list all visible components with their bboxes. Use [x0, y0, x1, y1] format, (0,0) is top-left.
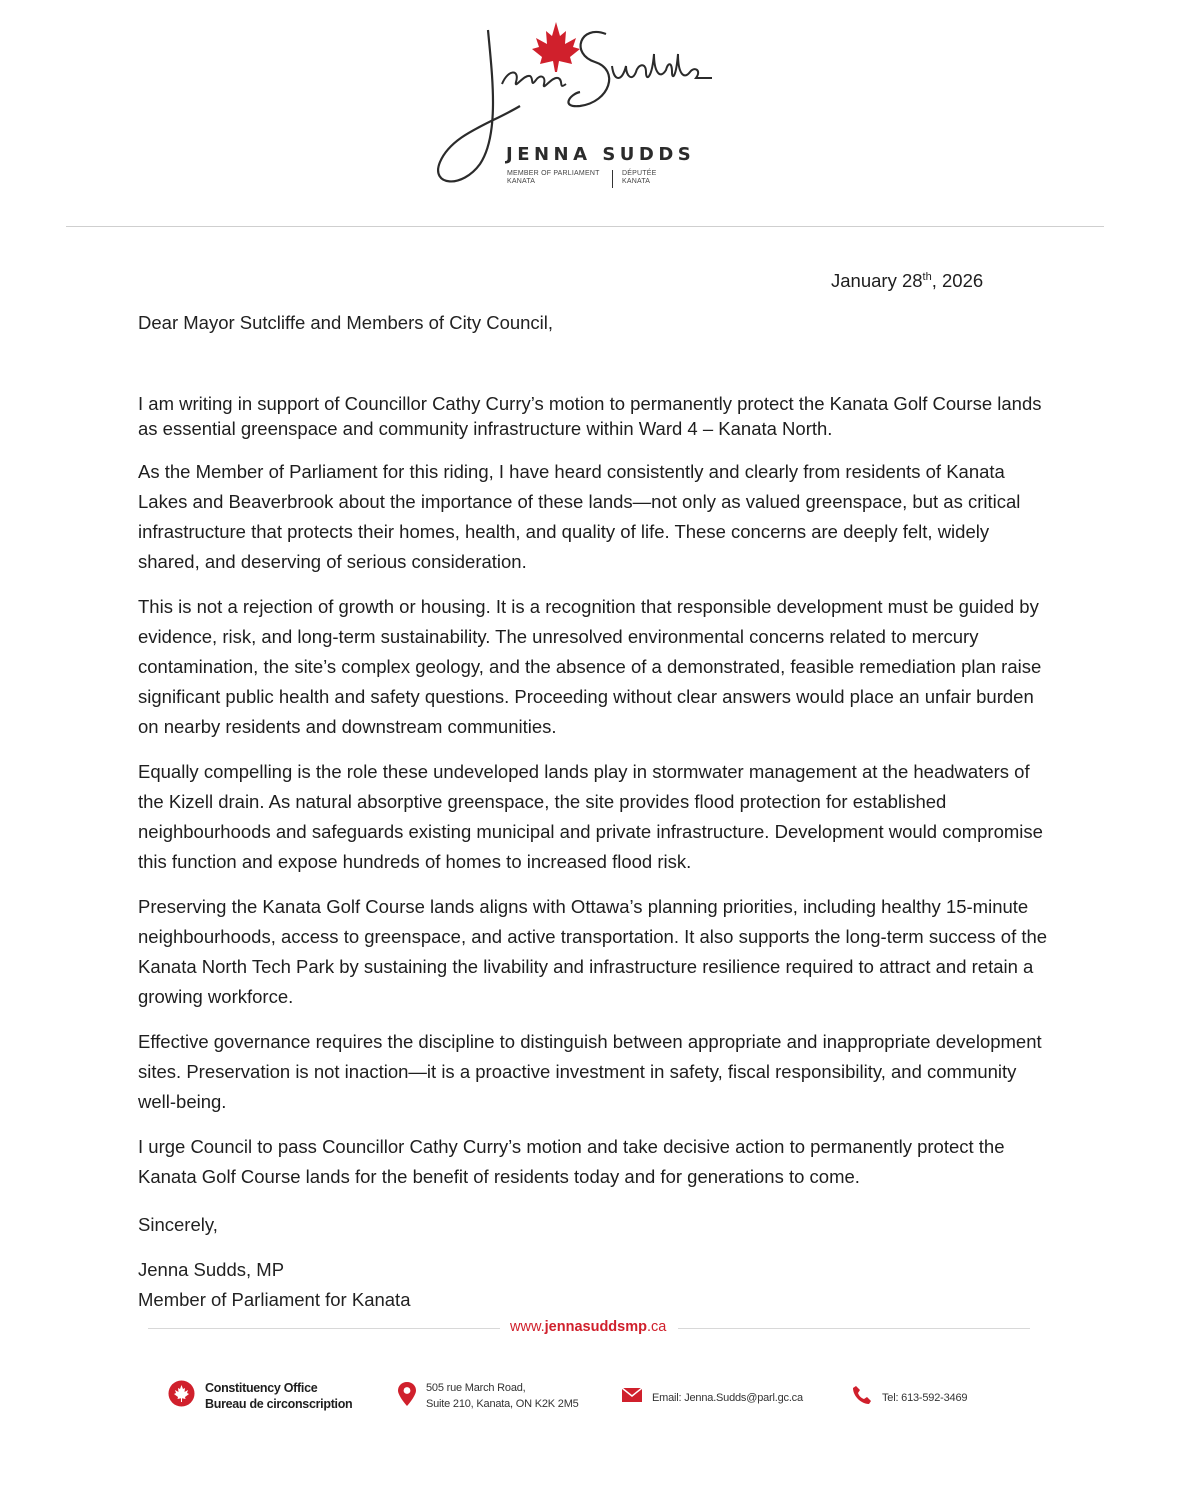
address-line2: Suite 210, Kanata, ON K2K 2M5: [426, 1398, 579, 1410]
address-line1: 505 rue March Road,: [426, 1382, 526, 1394]
maple-leaf-icon: [168, 1380, 195, 1412]
website-prefix: www.: [510, 1319, 545, 1335]
closing: Sincerely,: [138, 1214, 218, 1235]
letterhead-subtitle-fr: [622, 170, 656, 186]
maple-leaf-icon: [532, 22, 580, 72]
phone-number: Tel: 613-592-3469: [882, 1391, 968, 1404]
paragraph: Effective governance requires the discipline to distinguish between appropriate and inappropriate development sites. Preservation is not inaction—it is a proactive investment in safety, fiscal responsibility, and community well-being.: [138, 1031, 1042, 1112]
paragraph: I urge Council to pass Councillor Cathy Curry’s motion and take decisive action to permanently protect the Kanata Golf Course lands for the benefit of residents today and for generations to come.: [138, 1136, 1005, 1187]
location-pin-icon: [398, 1382, 416, 1411]
letter-date: [831, 266, 983, 296]
footer-phone[interactable]: [852, 1385, 967, 1410]
letter-body: [138, 391, 1048, 1207]
date-day: January 28: [831, 270, 923, 291]
footer-email[interactable]: [622, 1388, 803, 1407]
signature-block: [138, 1255, 411, 1315]
email-address: Email: Jenna.Sudds@parl.gc.ca: [652, 1391, 803, 1404]
paragraph: I am writing in support of Councillor Cathy Curry’s motion to permanently protect the Kanata Golf Course lands as essential greenspace and community infrastructure within Ward 4 – Kanata North.: [138, 393, 1042, 439]
letterhead: [0, 0, 1179, 230]
date-year: , 2026: [931, 270, 984, 291]
signer-name: Jenna Sudds, MP: [138, 1259, 285, 1280]
paragraph: Equally compelling is the role these undeveloped lands play in stormwater management at the headwaters of the Kizell drain. As natural absorptive greenspace, the site provides flood protection for established neighbourhoods and safeguards existing municipal and private infrastructure. Development would compromise this function and expose hundreds of homes to increased flood risk.: [138, 761, 1043, 872]
salutation: Dear Mayor Sutcliffe and Members of City Council,: [138, 312, 554, 333]
signer-title: Member of Parliament for Kanata: [138, 1289, 411, 1310]
letterhead-divider: [612, 170, 613, 188]
office-title-fr: Bureau de circonscription: [205, 1397, 353, 1411]
letterhead-name: JENNA SUDDS: [506, 144, 696, 165]
paragraph: This is not a rejection of growth or housing. It is a recognition that responsible development must be guided by evidence, risk, and long-term sustainability. The unresolved environmental concerns related to mercury contamination, the site’s complex geology, and the absence of a demonstrated, feasible remediation plan raise significant public health and safety questions. Proceeding without clear answers would place an unfair burden on nearby residents and downstream communities.: [138, 596, 1042, 737]
website-suffix: .ca: [646, 1319, 667, 1335]
subtitle-fr-line1: DÉPUTÉE: [622, 170, 657, 177]
footer-rule-left: [148, 1328, 500, 1329]
subtitle-en-line2: KANATA: [507, 178, 536, 185]
website-link[interactable]: [510, 1319, 666, 1335]
date-suffix: th: [922, 270, 932, 283]
footer-rule-right: [678, 1328, 1030, 1329]
phone-icon: [852, 1385, 872, 1410]
paragraph: As the Member of Parliament for this riding, I have heard consistently and clearly from residents of Kanata Lakes and Beaverbrook about the importance of these lands—not only as valued greenspace, but as critical infrastructure that protects their homes, health, and quality of life. These concerns are deeply felt, widely shared, and deserving of serious consideration.: [138, 461, 1021, 572]
footer-office: [168, 1380, 352, 1412]
office-title-en: Constituency Office: [205, 1381, 318, 1395]
envelope-icon: [622, 1388, 642, 1407]
website-domain: jennasuddsmp: [544, 1319, 647, 1335]
top-rule: [66, 226, 1104, 227]
subtitle-fr-line2: KANATA: [622, 178, 651, 185]
letterhead-subtitle-en: [507, 170, 600, 186]
footer-address: [398, 1380, 579, 1412]
subtitle-en-line1: MEMBER OF PARLIAMENT: [507, 170, 600, 177]
paragraph: Preserving the Kanata Golf Course lands aligns with Ottawa’s planning priorities, including healthy 15-minute neighbourhoods, access to greenspace, and active transportation. It also supports the long-term success of the Kanata North Tech Park by sustaining the livability and infrastructure resilience required to attract and retain a growing workforce.: [138, 896, 1048, 1007]
